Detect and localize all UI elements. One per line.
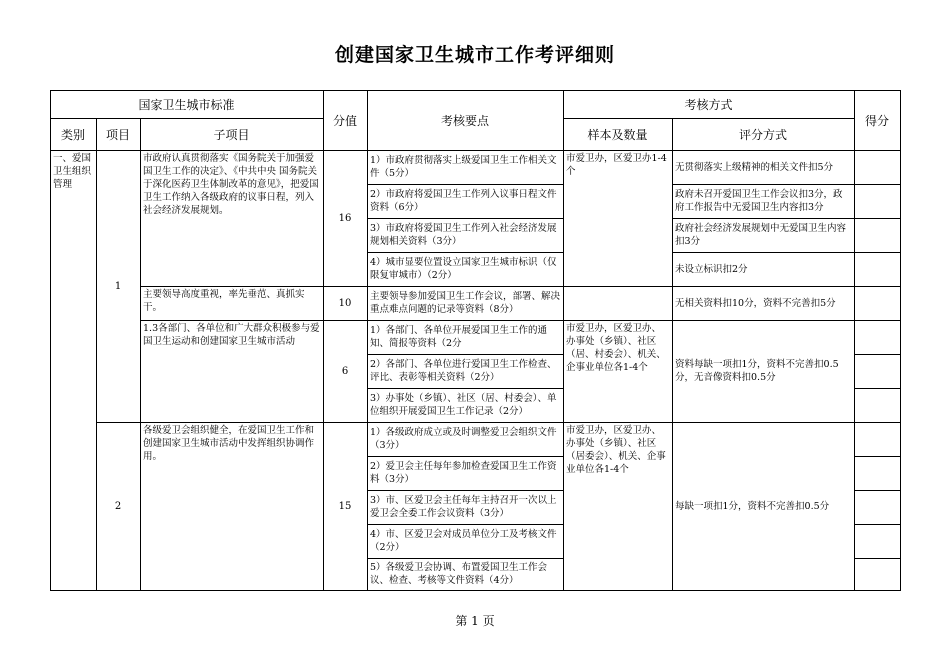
score-input[interactable] bbox=[854, 252, 900, 286]
table-border bbox=[50, 590, 900, 591]
assessment-point: 1）各级政府成立或及时调整爱卫会组织文件（3分） bbox=[370, 427, 557, 451]
grid-line bbox=[367, 524, 563, 525]
score-input[interactable] bbox=[854, 184, 900, 218]
assessment-point: 4）市、区爱卫会对成员单位分工及考核文件（2分） bbox=[370, 529, 557, 553]
assessment-point: 4）城市显要位置设立国家卫生城市标识（仅限复审城市）（2分） bbox=[370, 257, 557, 281]
grid-line bbox=[563, 118, 854, 119]
assessment-point: 5）各级爱卫会协调、布置爱国卫生工作会议、检查、考核等文件资料（4分） bbox=[370, 562, 548, 586]
table-border bbox=[50, 90, 51, 591]
grid-line bbox=[367, 354, 563, 355]
category-cell: 一、爱国卫生组织管理 bbox=[53, 153, 92, 190]
table-border bbox=[900, 90, 901, 591]
item-number: 1 bbox=[114, 280, 122, 292]
score-input[interactable] bbox=[854, 150, 900, 184]
grid-line bbox=[563, 90, 564, 590]
score-input[interactable] bbox=[854, 354, 900, 388]
grid-line bbox=[140, 286, 900, 287]
sample-quantity: 市爱卫办，区爱卫办、办事处（乡镇）、社区（居、村委会）、机关、企事业单位各1-4个 bbox=[566, 323, 666, 373]
assessment-point: 2）爱卫会主任每年参加检查爱国卫生工作资料（3分） bbox=[370, 461, 557, 485]
scoring-rule: 资料每缺一项扣1分，资料不完善扣0.5分，无音像资料扣0.5分 bbox=[675, 359, 839, 383]
header-item: 项目 bbox=[105, 127, 130, 142]
assessment-point: 主要领导参加爱国卫生工作会议，部署、解决重点难点问题的记录等资料（8分） bbox=[370, 291, 561, 315]
grid-line bbox=[672, 218, 900, 219]
score-input[interactable] bbox=[854, 320, 900, 354]
header-assessment-points: 考核要点 bbox=[440, 113, 489, 128]
header-scoring-method: 评分方式 bbox=[738, 127, 787, 142]
page-number: 第 1 页 bbox=[455, 614, 495, 628]
grid-line bbox=[367, 252, 563, 253]
grid-line bbox=[367, 456, 563, 457]
assessment-point: 1）市政府贯彻落实上级爱国卫生工作相关文件（5分） bbox=[370, 155, 557, 179]
grid-line bbox=[672, 118, 673, 590]
scoring-rule: 无贯彻落实上级精神的相关文件扣5分 bbox=[675, 161, 834, 173]
grid-line bbox=[367, 558, 563, 559]
grid-line bbox=[96, 118, 97, 590]
grid-line bbox=[96, 422, 900, 423]
score-input[interactable] bbox=[854, 558, 900, 590]
header-sub-item: 子项目 bbox=[213, 127, 250, 142]
sub-item-text: 1.3各部门、各单位和广大群众积极参与爱国卫生运动和创建国家卫生城市活动 bbox=[143, 323, 320, 347]
assessment-point: 2）各部门、各单位进行爱国卫生工作检查、评比、表彰等相关资料（2分） bbox=[370, 359, 557, 383]
assessment-point: 1）各部门、各单位开展爱国卫生工作的通知、简报等资料（2分 bbox=[370, 325, 548, 349]
scoring-rule: 政府社会经济发展规划中无爱国卫生内容扣3分 bbox=[675, 223, 847, 247]
score-value: 10 bbox=[338, 297, 352, 309]
score-input[interactable] bbox=[854, 524, 900, 558]
sub-item-text: 各级爱卫会组织健全，在爱国卫生工作和创建国家卫生城市活动中发挥组织协调作用。 bbox=[143, 425, 315, 462]
assessment-point: 2）市政府将爱国卫生工作列入议事日程文件资料（6分） bbox=[370, 189, 557, 213]
grid-line bbox=[140, 118, 141, 590]
table-border bbox=[50, 90, 900, 91]
item-number: 2 bbox=[114, 500, 122, 512]
grid-line bbox=[854, 558, 900, 559]
grid-line bbox=[50, 150, 900, 151]
assessment-point: 3）办事处（乡镇）、社区（居、村委会）、单位组织开展爱国卫生工作记录（2分） bbox=[370, 393, 557, 417]
header-assessment-method: 考核方式 bbox=[684, 97, 733, 112]
score-input[interactable] bbox=[854, 456, 900, 490]
grid-line bbox=[367, 90, 368, 590]
score-input[interactable] bbox=[854, 490, 900, 524]
assessment-point: 3）市政府将爱国卫生工作列入社会经济发展规划相关资料（3分） bbox=[370, 223, 557, 247]
grid-line bbox=[323, 90, 324, 590]
sub-item-text: 市政府认真贯彻落实《国务院关于加强爱国卫生工作的决定》、《中共中央 国务院关于深化医药卫生体制改革的意见》，把爱国卫生工作纳入各级政府的议事日程，列入社会经济发展规划。 bbox=[143, 153, 319, 216]
header-national-standard: 国家卫生城市标准 bbox=[138, 97, 235, 112]
grid-line bbox=[672, 184, 900, 185]
grid-line bbox=[367, 184, 563, 185]
scoring-rule: 无相关资料扣10分，资料不完善扣5分 bbox=[675, 297, 836, 309]
grid-line bbox=[367, 388, 563, 389]
score-value: 15 bbox=[338, 500, 352, 512]
score-value: 16 bbox=[338, 212, 352, 224]
grid-line bbox=[50, 118, 323, 119]
sample-quantity: 市爱卫办，区爱卫办1-4个 bbox=[566, 153, 667, 177]
header-score: 得分 bbox=[864, 113, 889, 128]
sample-quantity: 市爱卫办，区爱卫办、办事处（乡镇）、社区（居委会）、机关、企事业单位各1-4个 bbox=[566, 425, 666, 475]
scoring-rule: 政府未召开爱国卫生工作会议扣3分，政府工作报告中无爱国卫生内容扣3分 bbox=[675, 189, 843, 213]
header-sample-quantity: 样本及数量 bbox=[587, 127, 648, 142]
score-value: 6 bbox=[341, 365, 349, 377]
grid-line bbox=[140, 320, 900, 321]
grid-line bbox=[854, 388, 900, 389]
score-input[interactable] bbox=[854, 286, 900, 320]
grid-line bbox=[854, 490, 900, 491]
score-input[interactable] bbox=[854, 422, 900, 456]
grid-line bbox=[854, 90, 855, 590]
grid-line bbox=[854, 456, 900, 457]
score-input[interactable] bbox=[854, 388, 900, 422]
scoring-rule: 未设立标识扣2分 bbox=[675, 263, 748, 275]
score-input[interactable] bbox=[854, 218, 900, 252]
grid-line bbox=[854, 524, 900, 525]
scoring-rule: 每缺一项扣1分，资料不完善扣0.5分 bbox=[675, 500, 830, 512]
grid-line bbox=[367, 218, 563, 219]
header-score-value: 分值 bbox=[332, 113, 357, 128]
grid-line bbox=[367, 490, 563, 491]
assessment-point: 3）市、区爱卫会主任每年主持召开一次以上爱卫会全委工作会议资料（3分） bbox=[370, 495, 557, 519]
grid-line bbox=[672, 252, 900, 253]
page-title: 创建国家卫生城市工作考评细则 bbox=[334, 44, 615, 66]
sub-item-text: 主要领导高度重视，率先垂范、真抓实干。 bbox=[143, 289, 305, 313]
header-category: 类别 bbox=[60, 127, 85, 142]
grid-line bbox=[854, 354, 900, 355]
